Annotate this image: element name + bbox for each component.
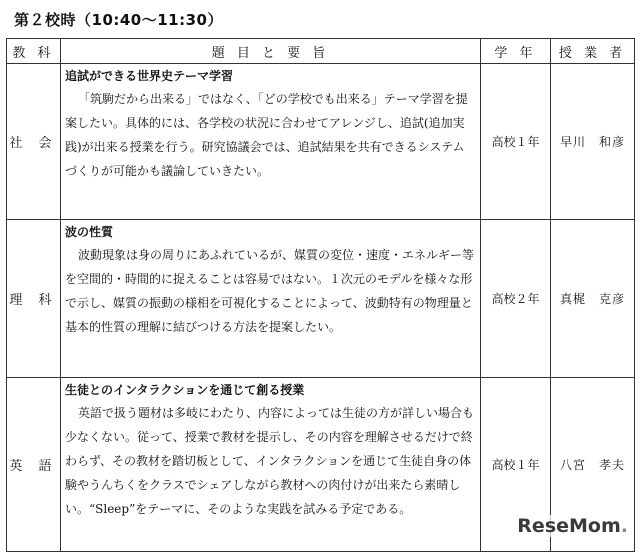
topic-title: 追試ができる世界史テーマ学習	[65, 69, 234, 83]
subject-cell: 理 科	[7, 220, 61, 378]
topic-cell	[61, 378, 481, 552]
table-row	[7, 64, 635, 220]
table-row	[7, 220, 635, 378]
topic-cell	[61, 220, 481, 378]
table-header-row	[7, 39, 635, 64]
topic-cell	[61, 64, 481, 220]
page-heading: 第２校時（10:40～11:30）	[14, 11, 223, 29]
subject-cell: 英 語	[7, 378, 61, 552]
grade-cell: 高校１年	[481, 378, 551, 552]
topic-summary: 英語で扱う題材は多岐にわたり、内容によっては生徒の方が詳しい場合も少なくない。従って、授業で教材を提示し、その内容を理解させるだけで終わらず、その教材を踏切板として、インタラクションを通じて生徒自身の体験やうんちくをクラスでシェアしながら教材への肉付けが出来たら素晴しい。“Sleep”をテーマに、そのような実践を試みる予定である。	[65, 406, 475, 516]
col-header-subject: 教 科	[7, 39, 61, 64]
teacher-cell: 真梶 克彦	[551, 220, 635, 378]
col-header-topic: 題 目 と 要 旨	[61, 39, 481, 64]
topic-title: 波の性質	[65, 225, 114, 239]
topic-summary: 「筑駒だから出来る」ではなく、「どの学校でも出来る」テーマ学習を提案したい。具体的には、各学校の状況に合わせてアレンジし、追試(追加実践)が出来る授業を行う。研究協議会では、追試結果を共有できるシステムづくりが可能かも議論していきたい。	[65, 92, 468, 178]
grade-cell: 高校１年	[481, 64, 551, 220]
logo-dot: .	[620, 515, 628, 537]
col-header-grade: 学 年	[481, 39, 551, 64]
teacher-cell: 八宮 孝夫	[551, 378, 635, 552]
schedule-table	[6, 38, 635, 552]
teacher-cell: 早川 和彦	[551, 64, 635, 220]
subject-cell: 社 会	[7, 64, 61, 220]
topic-summary: 波動現象は身の周りにあふれているが、媒質の変位・速度・エネルギー等を空間的・時間的に捉えることは容易ではない。１次元のモデルを様々な形で示し、媒質の振動の様相を可視化することによって、波動特有の物理量と基本的性質の理解に結びつける方法を提案したい。	[65, 248, 475, 334]
grade-cell: 高校２年	[481, 220, 551, 378]
resemom-logo	[515, 515, 630, 537]
col-header-teacher: 授 業 者	[551, 39, 635, 64]
topic-title: 生徒とのインタラクションを通じて創る授業	[65, 383, 305, 397]
logo-text: ReseMom	[517, 515, 621, 537]
